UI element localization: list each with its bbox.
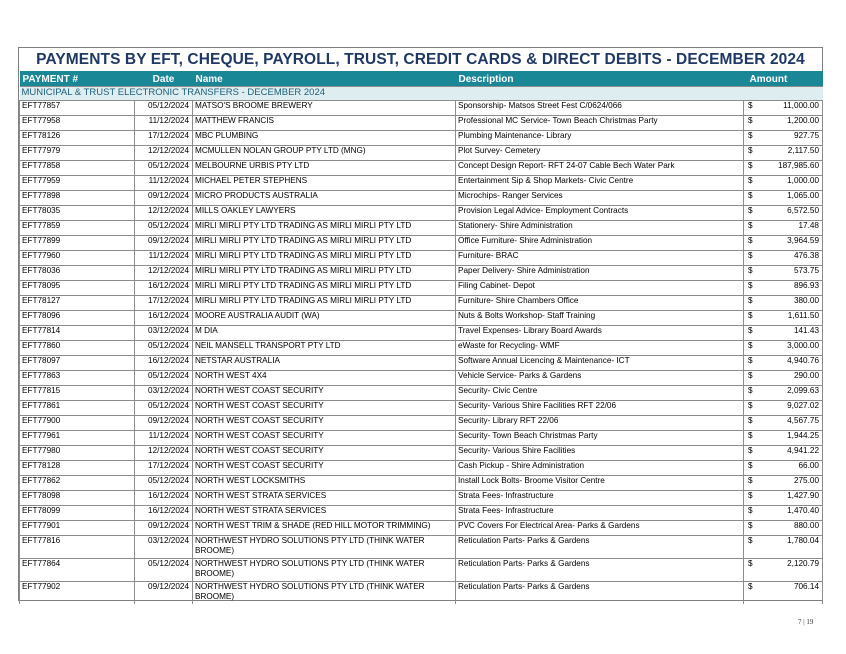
payment-date: 09/12/2024 (135, 582, 193, 605)
currency-symbol: $ (748, 161, 753, 170)
table-row (20, 341, 823, 356)
payment-amount-cell (744, 341, 823, 356)
payment-number: EFT77816 (20, 536, 135, 559)
table-row (20, 446, 823, 461)
currency-symbol: $ (748, 131, 753, 140)
section-row (20, 87, 823, 101)
payee-name: MICRO PRODUCTS AUSTRALIA (193, 191, 456, 206)
payment-amount-cell (744, 536, 823, 559)
payment-amount-cell (744, 191, 823, 206)
payee-name: NORTH WEST TRIM & SHADE (RED HILL MOTOR TRIMMING) (193, 521, 456, 536)
payment-date: 09/12/2024 (135, 236, 193, 251)
payment-amount: 9,027.02 (787, 401, 819, 410)
payee-name: NORTH WEST COAST SECURITY (193, 416, 456, 431)
payment-description: Reticulation Parts- Parks & Gardens (456, 559, 744, 582)
payment-number: EFT77862 (20, 476, 135, 491)
payment-date: 17/12/2024 (135, 131, 193, 146)
payment-amount-cell (744, 416, 823, 431)
table-row (20, 281, 823, 296)
currency-symbol: $ (748, 461, 753, 470)
payment-number: EFT77959 (20, 176, 135, 191)
table-row (20, 356, 823, 371)
payment-date: 05/12/2024 (135, 371, 193, 386)
payment-date: 11/12/2024 (135, 116, 193, 131)
payment-number: EFT78096 (20, 311, 135, 326)
payment-amount: 187,985.60 (778, 161, 819, 170)
currency-symbol: $ (748, 101, 753, 110)
table-row (20, 371, 823, 386)
table-row (20, 296, 823, 311)
payment-description: eWaste for Recycling- WMF (456, 341, 744, 356)
payment-number: EFT77815 (20, 386, 135, 401)
payment-date: 05/12/2024 (135, 101, 193, 116)
payment-description: Vehicle Service- Parks & Gardens (456, 371, 744, 386)
payee-name: NETSTAR AUSTRALIA (193, 356, 456, 371)
payment-number: EFT78036 (20, 266, 135, 281)
payee-name: NORTH WEST COAST SECURITY (193, 401, 456, 416)
header-description: Description (456, 72, 744, 87)
payment-date: 05/12/2024 (135, 221, 193, 236)
currency-symbol: $ (748, 356, 753, 365)
header-amount: Amount (744, 72, 823, 87)
currency-symbol: $ (748, 146, 753, 155)
payment-amount: 2,099.63 (787, 386, 819, 395)
payee-name: NORTH WEST COAST SECURITY (193, 461, 456, 476)
table-row (20, 251, 823, 266)
payment-amount-cell (744, 559, 823, 582)
payment-date: 03/12/2024 (135, 326, 193, 341)
payment-amount: 1,780.04 (787, 536, 819, 545)
payment-date: 16/12/2024 (135, 356, 193, 371)
payment-number: EFT77961 (20, 431, 135, 446)
payment-amount: 1,000.00 (787, 176, 819, 185)
currency-symbol: $ (748, 371, 753, 380)
payment-amount: 6,572.50 (787, 206, 819, 215)
payment-amount: 4,567.75 (787, 416, 819, 425)
currency-symbol: $ (748, 221, 753, 230)
payment-description: Install Lock Bolts- Broome Visitor Centre (456, 476, 744, 491)
payment-amount: 380.00 (793, 296, 819, 305)
payment-amount-cell (744, 401, 823, 416)
payee-name: NORTH WEST COAST SECURITY (193, 386, 456, 401)
payment-description: Filing Cabinet- Depot (456, 281, 744, 296)
payment-number: EFT77902 (20, 582, 135, 605)
payment-date: 03/12/2024 (135, 536, 193, 559)
payment-amount: 2,120.79 (787, 559, 819, 568)
payee-name: NORTH WEST LOCKSMITHS (193, 476, 456, 491)
table-row (20, 461, 823, 476)
payment-description: Office Furniture- Shire Administration (456, 236, 744, 251)
currency-symbol: $ (748, 266, 753, 275)
page-number: 7 | 19 (798, 618, 814, 626)
header-date: Date (135, 72, 193, 87)
payee-name: MILLS OAKLEY LAWYERS (193, 206, 456, 221)
payment-number: EFT78127 (20, 296, 135, 311)
payment-amount: 1,611.50 (787, 311, 819, 320)
payment-number: EFT78098 (20, 491, 135, 506)
payment-date: 16/12/2024 (135, 311, 193, 326)
payment-number: EFT77863 (20, 371, 135, 386)
payee-name: NORTH WEST STRATA SERVICES (193, 491, 456, 506)
payment-amount-cell (744, 386, 823, 401)
payment-number: EFT77899 (20, 236, 135, 251)
payee-name: MATTHEW FRANCIS (193, 116, 456, 131)
payment-amount: 141.43 (793, 326, 819, 335)
table-row (20, 326, 823, 341)
currency-symbol: $ (748, 311, 753, 320)
payment-date: 03/12/2024 (135, 386, 193, 401)
payment-amount-cell (744, 476, 823, 491)
payment-amount-cell (744, 446, 823, 461)
table-row (20, 386, 823, 401)
currency-symbol: $ (748, 176, 753, 185)
payment-description: Plumbing Maintenance- Library (456, 131, 744, 146)
payment-amount: 66.00 (798, 461, 819, 470)
payment-amount: 1,944.25 (787, 431, 819, 440)
payment-date: 12/12/2024 (135, 146, 193, 161)
currency-symbol: $ (748, 401, 753, 410)
table-row (20, 521, 823, 536)
payee-name: NORTH WEST COAST SECURITY (193, 431, 456, 446)
payment-date: 05/12/2024 (135, 161, 193, 176)
header-name: Name (193, 72, 456, 87)
payment-description: Furniture- Shire Chambers Office (456, 296, 744, 311)
table-row (20, 146, 823, 161)
payment-amount-cell (744, 311, 823, 326)
payment-amount-cell (744, 176, 823, 191)
payment-amount: 275.00 (793, 476, 819, 485)
payment-amount: 1,065.00 (787, 191, 819, 200)
currency-symbol: $ (748, 116, 753, 125)
payment-description: Paper Delivery- Shire Administration (456, 266, 744, 281)
payment-number: EFT77898 (20, 191, 135, 206)
payment-amount: 4,940.76 (787, 356, 819, 365)
payment-amount-cell (744, 281, 823, 296)
payments-report (18, 47, 823, 601)
payment-number: EFT77958 (20, 116, 135, 131)
payment-number: EFT77901 (20, 521, 135, 536)
payment-amount: 11,000.00 (783, 101, 819, 110)
currency-symbol: $ (748, 296, 753, 305)
payee-name: NORTHWEST HYDRO SOLUTIONS PTY LTD (THINK WATER BROOME) (193, 536, 456, 559)
currency-symbol: $ (748, 191, 753, 200)
payment-date: 05/12/2024 (135, 476, 193, 491)
table-row (20, 559, 823, 582)
currency-symbol: $ (748, 506, 753, 515)
payee-name: MOORE AUSTRALIA AUDIT (WA) (193, 311, 456, 326)
currency-symbol: $ (748, 341, 753, 350)
payment-description: Plot Survey- Cemetery (456, 146, 744, 161)
payee-name: MICHAEL PETER STEPHENS (193, 176, 456, 191)
payment-amount-cell (744, 506, 823, 521)
payment-description: Strata Fees- Infrastructure (456, 491, 744, 506)
payment-description: Entertainment Sip & Shop Markets- Civic Centre (456, 176, 744, 191)
payment-number: EFT77858 (20, 161, 135, 176)
table-row (20, 161, 823, 176)
payment-number: EFT78099 (20, 506, 135, 521)
payee-name: NORTH WEST 4X4 (193, 371, 456, 386)
payment-amount-cell (744, 431, 823, 446)
table-row (20, 116, 823, 131)
payment-date: 09/12/2024 (135, 416, 193, 431)
payment-number: EFT77814 (20, 326, 135, 341)
payment-amount: 1,200.00 (787, 116, 819, 125)
table-row (20, 431, 823, 446)
table-row (20, 176, 823, 191)
payment-amount-cell (744, 356, 823, 371)
payment-description: Concept Design Report- RFT 24-07 Cable Bech Water Park (456, 161, 744, 176)
payment-amount: 706.14 (793, 582, 819, 591)
payment-number: EFT78126 (20, 131, 135, 146)
table-row (20, 221, 823, 236)
payment-amount-cell (744, 236, 823, 251)
currency-symbol: $ (748, 236, 753, 245)
payment-amount-cell (744, 206, 823, 221)
currency-symbol: $ (748, 281, 753, 290)
payment-description: Travel Expenses- Library Board Awards (456, 326, 744, 341)
payment-number: EFT77864 (20, 559, 135, 582)
currency-symbol: $ (748, 251, 753, 260)
payment-amount: 3,964.59 (787, 236, 819, 245)
table-row (20, 266, 823, 281)
report-title: PAYMENTS BY EFT, CHEQUE, PAYROLL, TRUST, CREDIT CARDS & DIRECT DEBITS - DECEMBER 2024 (36, 51, 805, 68)
payment-description: Security- Town Beach Christmas Party (456, 431, 744, 446)
payment-description: Furniture- BRAC (456, 251, 744, 266)
currency-symbol: $ (748, 521, 753, 530)
payment-date: 12/12/2024 (135, 266, 193, 281)
payment-description: Security- Library RFT 22/06 (456, 416, 744, 431)
payment-description: Cash Pickup - Shire Administration (456, 461, 744, 476)
payment-amount: 1,470.40 (787, 506, 819, 515)
payment-date: 17/12/2024 (135, 461, 193, 476)
payment-date: 12/12/2024 (135, 206, 193, 221)
payee-name: MIRLI MIRLI PTY LTD TRADING AS MIRLI MIRLI PTY LTD (193, 281, 456, 296)
currency-symbol: $ (748, 491, 753, 500)
payment-description: PVC Covers For Electrical Area- Parks & Gardens (456, 521, 744, 536)
table-row (20, 536, 823, 559)
payment-number: EFT77859 (20, 221, 135, 236)
payee-name: NORTH WEST STRATA SERVICES (193, 506, 456, 521)
payee-name: NORTHWEST HYDRO SOLUTIONS PTY LTD (THINK WATER BROOME) (193, 582, 456, 605)
payment-amount-cell (744, 116, 823, 131)
payee-name: NEIL MANSELL TRANSPORT PTY LTD (193, 341, 456, 356)
payment-description: Strata Fees- Infrastructure (456, 506, 744, 521)
payment-amount: 896.93 (793, 281, 819, 290)
payment-number: EFT78128 (20, 461, 135, 476)
payment-description: Security- Civic Centre (456, 386, 744, 401)
currency-symbol: $ (748, 559, 753, 568)
currency-symbol: $ (748, 326, 753, 335)
payment-number: EFT77979 (20, 146, 135, 161)
table-row (20, 311, 823, 326)
payment-description: Microchips- Ranger Services (456, 191, 744, 206)
payee-name: MIRLI MIRLI PTY LTD TRADING AS MIRLI MIRLI PTY LTD (193, 236, 456, 251)
table-row (20, 416, 823, 431)
table-row (20, 506, 823, 521)
payment-number: EFT78097 (20, 356, 135, 371)
payment-date: 05/12/2024 (135, 559, 193, 582)
table-row (20, 476, 823, 491)
payment-amount: 3,000.00 (787, 341, 819, 350)
payment-amount: 927.75 (793, 131, 819, 140)
payment-description: Reticulation Parts- Parks & Gardens (456, 536, 744, 559)
currency-symbol: $ (748, 536, 753, 545)
table-row (20, 206, 823, 221)
payment-amount-cell (744, 251, 823, 266)
payment-number: EFT78035 (20, 206, 135, 221)
payment-description: Professional MC Service- Town Beach Christmas Party (456, 116, 744, 131)
payment-amount-cell (744, 131, 823, 146)
payment-date: 11/12/2024 (135, 431, 193, 446)
payment-description: Reticulation Parts- Parks & Gardens (456, 582, 744, 605)
payment-amount-cell (744, 582, 823, 605)
currency-symbol: $ (748, 386, 753, 395)
payment-number: EFT77960 (20, 251, 135, 266)
payments-table (19, 71, 823, 604)
payment-amount: 880.00 (793, 521, 819, 530)
payment-description: Security- Various Shire Facilities (456, 446, 744, 461)
payment-amount-cell (744, 326, 823, 341)
payment-description: Nuts & Bolts Workshop- Staff Training (456, 311, 744, 326)
table-row (20, 101, 823, 116)
payment-date: 05/12/2024 (135, 341, 193, 356)
payee-name: MIRLI MIRLI PTY LTD TRADING AS MIRLI MIRLI PTY LTD (193, 221, 456, 236)
payment-amount: 476.38 (793, 251, 819, 260)
currency-symbol: $ (748, 446, 753, 455)
payee-name: NORTH WEST COAST SECURITY (193, 446, 456, 461)
payment-amount-cell (744, 461, 823, 476)
payment-amount-cell (744, 221, 823, 236)
payment-amount: 2,117.50 (787, 146, 819, 155)
payment-number: EFT77857 (20, 101, 135, 116)
payment-date: 11/12/2024 (135, 251, 193, 266)
payment-number: EFT78095 (20, 281, 135, 296)
header-row (20, 72, 823, 87)
currency-symbol: $ (748, 431, 753, 440)
payment-amount-cell (744, 101, 823, 116)
payee-name: MIRLI MIRLI PTY LTD TRADING AS MIRLI MIRLI PTY LTD (193, 266, 456, 281)
payment-amount: 17.48 (798, 221, 819, 230)
payment-date: 09/12/2024 (135, 521, 193, 536)
section-label: MUNICIPAL & TRUST ELECTRONIC TRANSFERS - DECEMBER 2024 (20, 87, 823, 101)
payee-name: MELBOURNE URBIS PTY LTD (193, 161, 456, 176)
payee-name: M DIA (193, 326, 456, 341)
header-payment: PAYMENT # (20, 72, 135, 87)
payment-description: Provision Legal Advice- Employment Contracts (456, 206, 744, 221)
table-row (20, 191, 823, 206)
payment-number: EFT77860 (20, 341, 135, 356)
payee-name: MBC PLUMBING (193, 131, 456, 146)
payment-amount-cell (744, 161, 823, 176)
payment-description: Sponsorship- Matsos Street Fest C/0624/066 (456, 101, 744, 116)
payment-date: 17/12/2024 (135, 296, 193, 311)
payment-number: EFT77861 (20, 401, 135, 416)
currency-symbol: $ (748, 206, 753, 215)
payment-date: 11/12/2024 (135, 176, 193, 191)
table-row (20, 491, 823, 506)
table-row (20, 401, 823, 416)
payment-amount-cell (744, 266, 823, 281)
payment-number: EFT77900 (20, 416, 135, 431)
payee-name: MIRLI MIRLI PTY LTD TRADING AS MIRLI MIRLI PTY LTD (193, 251, 456, 266)
payment-description: Software Annual Licencing & Maintenance- ICT (456, 356, 744, 371)
payee-name: MATSO'S BROOME BREWERY (193, 101, 456, 116)
payment-amount-cell (744, 146, 823, 161)
payment-amount: 4,941.22 (787, 446, 819, 455)
payee-name: NORTHWEST HYDRO SOLUTIONS PTY LTD (THINK WATER BROOME) (193, 559, 456, 582)
payment-date: 09/12/2024 (135, 191, 193, 206)
payee-name: MIRLI MIRLI PTY LTD TRADING AS MIRLI MIRLI PTY LTD (193, 296, 456, 311)
payment-date: 05/12/2024 (135, 401, 193, 416)
currency-symbol: $ (748, 582, 753, 591)
payment-amount-cell (744, 296, 823, 311)
payment-amount: 1,427.90 (787, 491, 819, 500)
table-row (20, 236, 823, 251)
payment-amount-cell (744, 491, 823, 506)
payment-amount: 573.75 (793, 266, 819, 275)
payment-date: 16/12/2024 (135, 281, 193, 296)
payment-amount-cell (744, 371, 823, 386)
currency-symbol: $ (748, 416, 753, 425)
table-row (20, 131, 823, 146)
currency-symbol: $ (748, 476, 753, 485)
payment-amount: 290.00 (793, 371, 819, 380)
payment-date: 16/12/2024 (135, 506, 193, 521)
payment-amount-cell (744, 521, 823, 536)
payment-date: 12/12/2024 (135, 446, 193, 461)
payee-name: MCMULLEN NOLAN GROUP PTY LTD (MNG) (193, 146, 456, 161)
table-row (20, 582, 823, 605)
payment-description: Security- Various Shire Facilities RFT 22/06 (456, 401, 744, 416)
payment-date: 16/12/2024 (135, 491, 193, 506)
payment-number: EFT77980 (20, 446, 135, 461)
payment-description: Stationery- Shire Administration (456, 221, 744, 236)
